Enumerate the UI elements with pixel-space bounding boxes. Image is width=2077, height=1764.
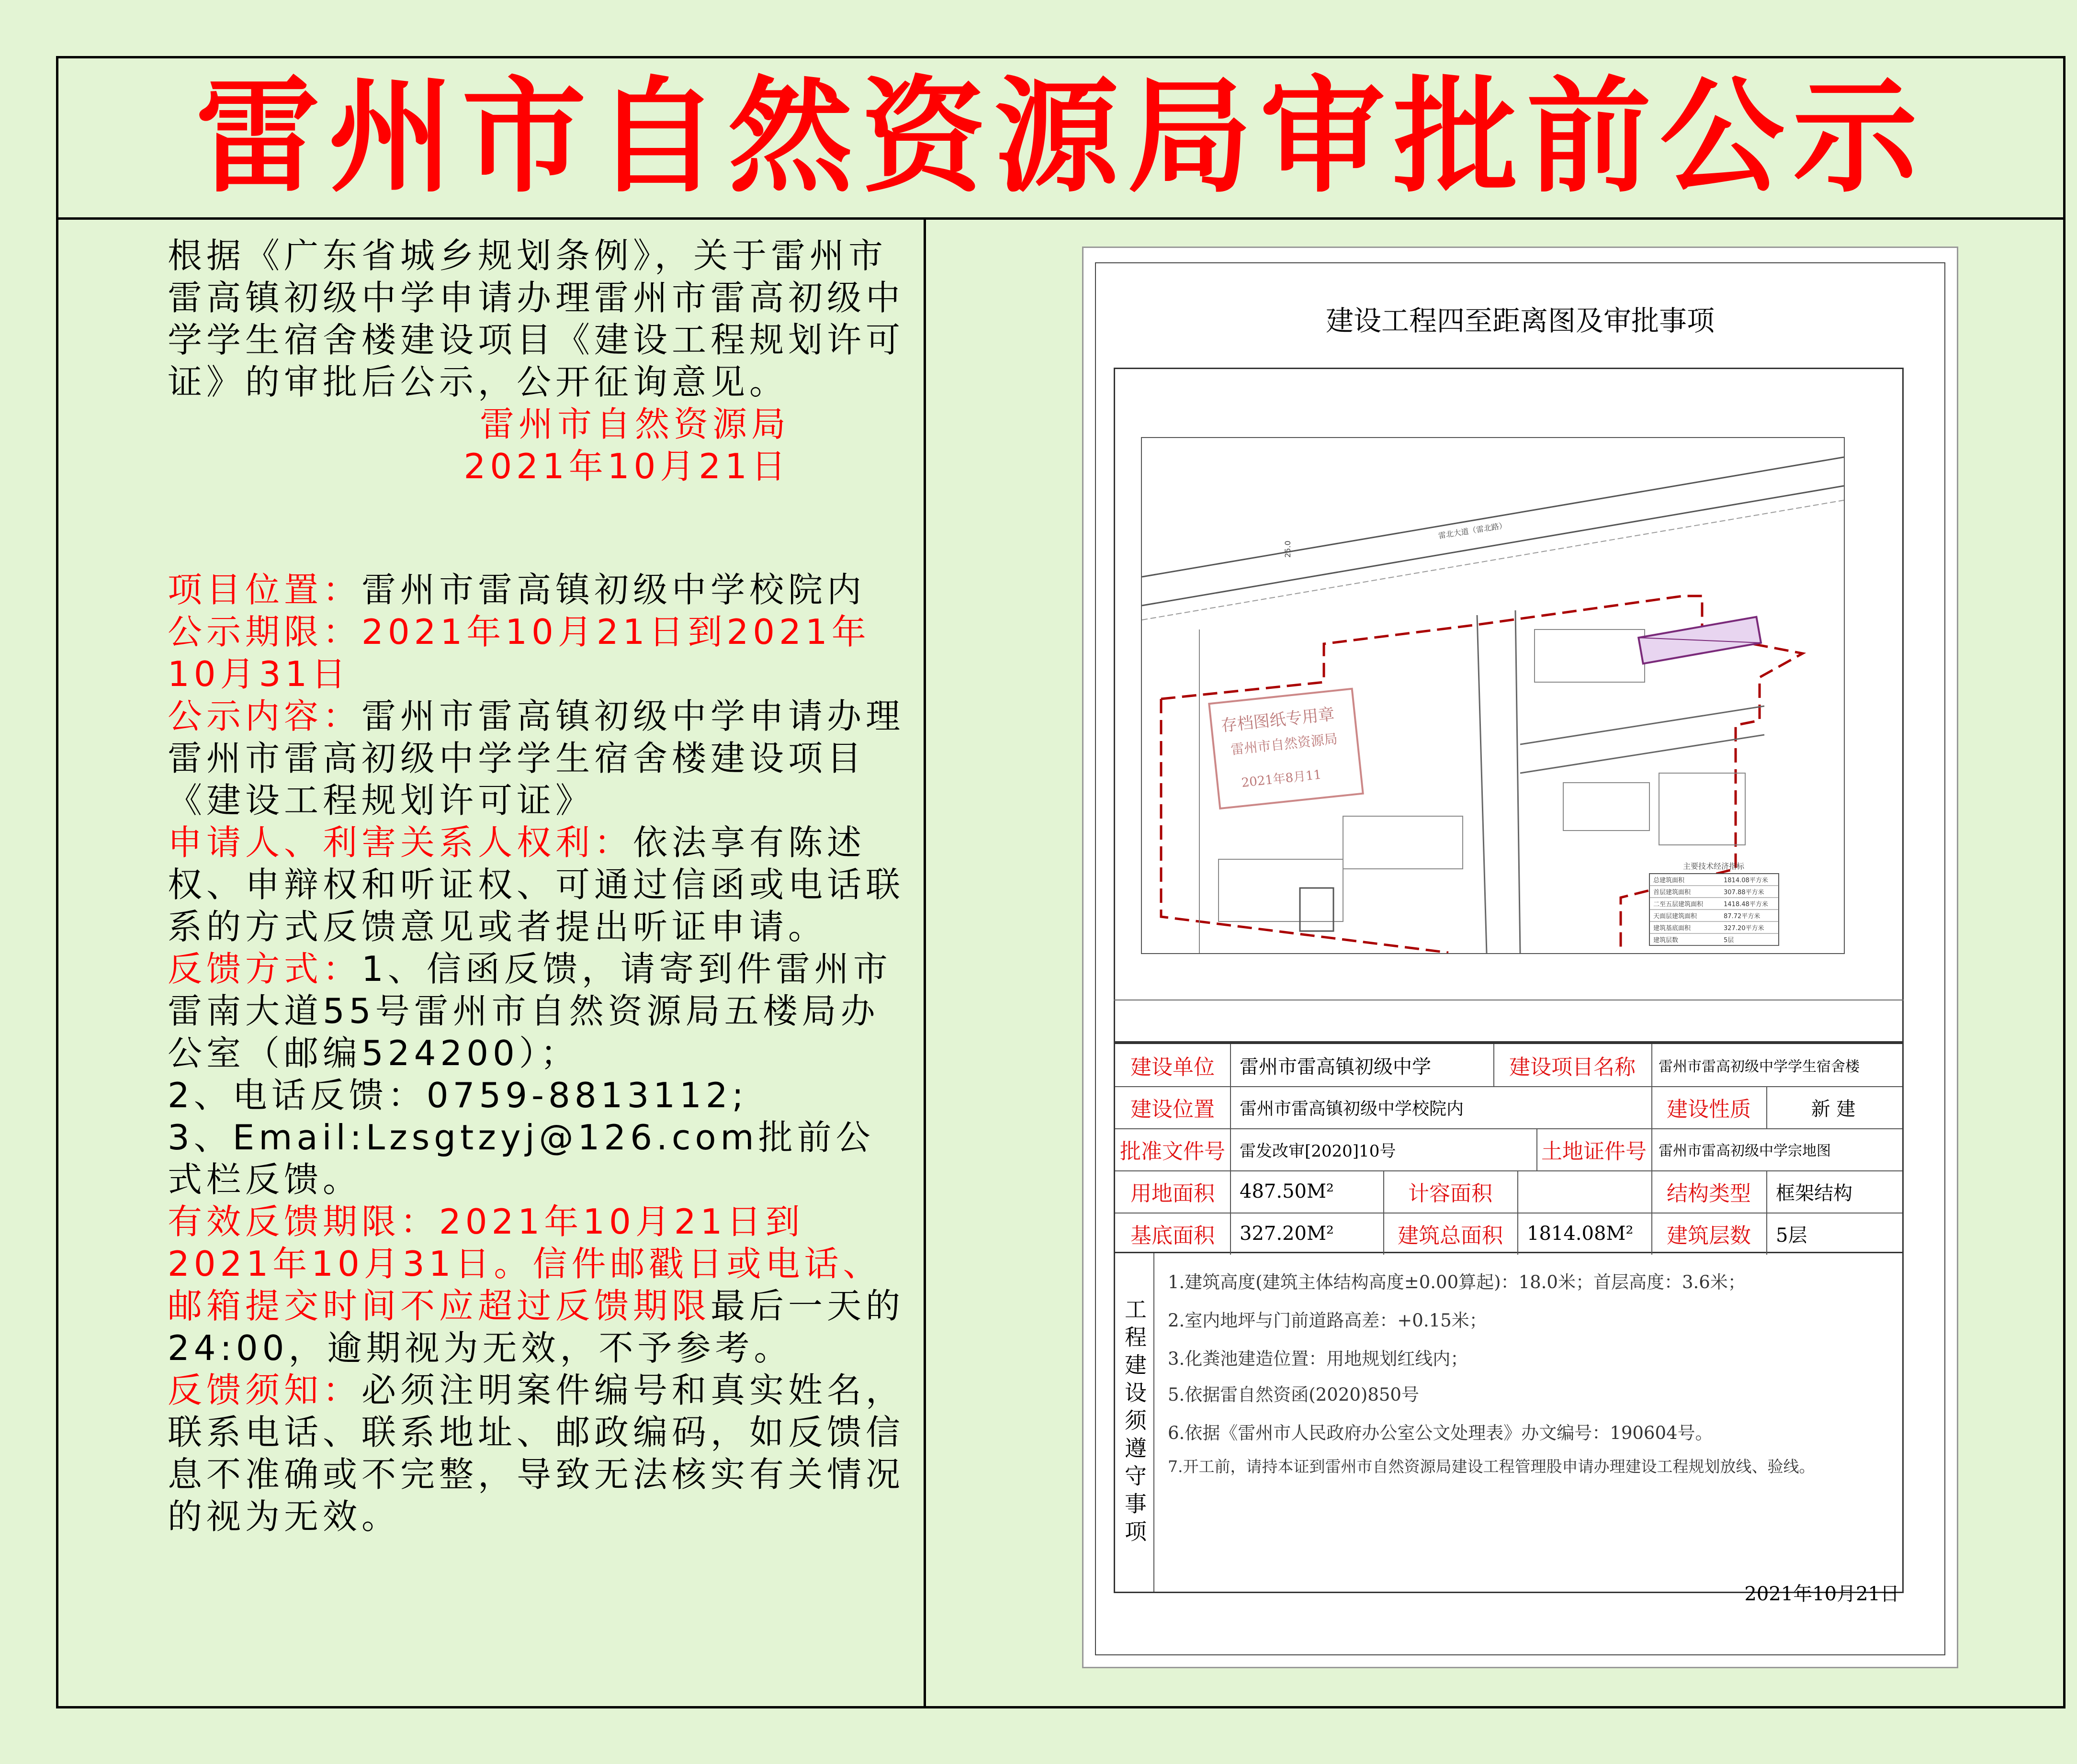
- econ-row-name: 建筑层数: [1653, 937, 1679, 944]
- intro-paragraph: 根据《广东省城乡规划条例》，关于雷州市雷高镇初级中学申请办理雷州市雷高初级中学学生宿舍楼建设项目《建设工程规划许可证》的审批后公示，公开征询意见。: [168, 236, 905, 402]
- rights-value: 依法享有陈述权、申辩权和听证权、可通过信函或电话联系的方式反馈意见或者提出听证申请。: [168, 822, 905, 947]
- project-name-label: 建设项目名称: [1509, 1055, 1636, 1079]
- document-title: 建设工程四至距离图及审批事项: [1325, 304, 1715, 337]
- land-cert-label: 土地证件号: [1541, 1139, 1647, 1164]
- location-line: [81, 569, 905, 611]
- notice-label: 反馈须知：: [168, 1370, 362, 1410]
- rights-label: 申请人、利害关系人权利：: [168, 822, 633, 863]
- title-divider: [56, 217, 2066, 220]
- rights-line: [81, 821, 905, 948]
- compliance-notes: [1114, 1253, 1904, 1593]
- content-label: 公示内容：: [168, 696, 362, 736]
- location-label: 项目位置：: [168, 570, 362, 610]
- land-cert-value: 雷州市雷高初级中学宗地图: [1659, 1143, 1831, 1159]
- econ-row-name: 二至五层建筑面积: [1653, 901, 1704, 908]
- feedback-line: [81, 948, 905, 1074]
- notes-label: [1115, 1253, 1154, 1592]
- nature-value: 新 建: [1811, 1098, 1856, 1120]
- notice-line: [81, 1369, 905, 1538]
- column-divider: [924, 217, 926, 1708]
- far-area-label: 计容面积: [1408, 1181, 1492, 1206]
- content-value: 雷州市雷高镇初级中学申请办理雷州市雷高初级中学学生宿舍楼建设项目《建设工程规划许可证》: [168, 696, 905, 820]
- notes-label-text: 工程建设须遵守事项: [1121, 1297, 1147, 1548]
- econ-row-value: 307.88平方米: [1724, 889, 1764, 896]
- feedback-email: 3、Email:Lzsgtzyj@126.com批前公式栏反馈。: [168, 1117, 875, 1200]
- total-area-value: 1814.08M²: [1527, 1223, 1634, 1245]
- valid-period-red: 有效反馈期限：2021年10月21日到2021年10月31日。信件邮戳日或电话、邮箱提交时间不应超过反馈期限: [168, 1202, 882, 1326]
- note-item: 6.依据《雷州市人民政府办公室公文处理表》办文编号：190604号。: [1168, 1423, 1713, 1443]
- econ-row-name: 天面层建筑面积: [1653, 913, 1697, 920]
- econ-row-value: 5层: [1724, 937, 1734, 944]
- approval-doc-label: 批准文件号: [1120, 1139, 1225, 1164]
- feedback-phone: 2、电话反馈：0759-8813112;: [168, 1075, 748, 1115]
- stamp-line-1: 存档图纸专用章: [1220, 705, 1336, 736]
- note-item: 7.开工前，请持本证到雷州市自然资源局建设工程管理股申请办理建设工程规划放线、验线。: [1168, 1457, 1815, 1476]
- note-item: 3.化粪池建造位置：用地规划红线内；: [1168, 1348, 1468, 1369]
- document-date: 2021年10月21日: [1744, 1583, 1899, 1605]
- econ-row-name: 总建筑面积: [1653, 877, 1685, 884]
- land-area-value: 487.50M²: [1240, 1180, 1334, 1202]
- structure-label: 结构类型: [1667, 1181, 1751, 1206]
- location-label: 建设位置: [1130, 1097, 1215, 1122]
- unit-label: 建设单位: [1130, 1055, 1215, 1079]
- note-item: 2.室内地坪与门前道路高差：+0.15米；: [1168, 1310, 1487, 1331]
- econ-row-value: 1814.08平方米: [1724, 877, 1768, 884]
- nature-label: 建设性质: [1667, 1097, 1751, 1122]
- land-area-label: 用地面积: [1130, 1181, 1215, 1206]
- location-value: 雷州市雷高镇初级中学校院内: [361, 570, 866, 610]
- note-item: 5.依据雷自然资函(2020)850号: [1168, 1384, 1419, 1405]
- archive-stamp: [1209, 689, 1363, 809]
- economic-indicators-table: [1649, 862, 1779, 945]
- sign-date: 2021年10月21日: [463, 446, 790, 486]
- location-value: 雷州市雷高镇初级中学校院内: [1240, 1099, 1464, 1119]
- far-area-value: [1527, 1170, 1651, 1213]
- site-plan-drawing: [1142, 438, 1844, 953]
- base-area-value: 327.20M²: [1240, 1223, 1334, 1245]
- stamp-line-2: 雷州市自然资源局: [1230, 730, 1339, 758]
- project-name-value: 雷州市雷高初级中学学生宿舍楼: [1659, 1058, 1860, 1075]
- approval-table: [1114, 1043, 1904, 1253]
- structure-value: 框架结构: [1776, 1182, 1852, 1204]
- floors-label: 建筑层数: [1667, 1224, 1751, 1248]
- econ-row-name: 首层建筑面积: [1653, 889, 1691, 896]
- note-item: 1.建筑高度(建筑主体结构高度±0.00算起)：18.0米；首层高度：3.6米；: [1168, 1272, 1746, 1292]
- scanned-permit-document: [1082, 247, 1958, 1668]
- valid-period-line: [81, 1201, 905, 1369]
- feedback-label: 反馈方式：: [168, 949, 362, 989]
- approval-doc-value: 雷发改审[2020]10号: [1240, 1141, 1396, 1161]
- econ-title: 主要技术经济指标: [1683, 862, 1745, 871]
- base-area-label: 基底面积: [1130, 1224, 1215, 1248]
- setback-label: 25.0: [1283, 540, 1292, 558]
- econ-row-value: 87.72平方米: [1724, 913, 1761, 920]
- period-label: 公示期限：: [168, 612, 362, 652]
- valid-period-black: 最后一天的24:00，逾期视为无效，不予参考。: [168, 1286, 905, 1368]
- period-value: 2021年10月21日到2021年10月31日: [168, 612, 870, 694]
- stamp-date: 2021年8月11: [1241, 767, 1322, 790]
- feedback-letter: 1、信函反馈，请寄到件雷州市雷南大道55号雷州市自然资源局五楼局办公室（邮编524200）；: [168, 949, 892, 1073]
- page-title: 雷州市自然资源局审批前公示: [195, 65, 1926, 210]
- econ-row-value: 327.20平方米: [1724, 925, 1764, 932]
- content-line: [81, 695, 905, 821]
- signer: 雷州市自然资源局: [479, 404, 790, 444]
- notice-value: 必须注明案件编号和真实姓名，联系电话、联系地址、邮政编码，如反馈信息不准确或不完整，导致无法核实有关情况的视为无效。: [168, 1370, 905, 1537]
- total-area-label: 建筑总面积: [1398, 1224, 1503, 1248]
- econ-row-value: 1418.48平方米: [1724, 901, 1768, 908]
- econ-row-name: 建筑基底面积: [1653, 925, 1691, 932]
- road-label: 雷北大道（雷北路）: [1437, 520, 1507, 540]
- announcement-text: [81, 235, 905, 1538]
- floors-value: 5层: [1776, 1224, 1807, 1247]
- period-line: [81, 611, 905, 695]
- unit-value: 雷州市雷高镇初级中学: [1240, 1056, 1431, 1078]
- site-plan-map: [1141, 437, 1845, 954]
